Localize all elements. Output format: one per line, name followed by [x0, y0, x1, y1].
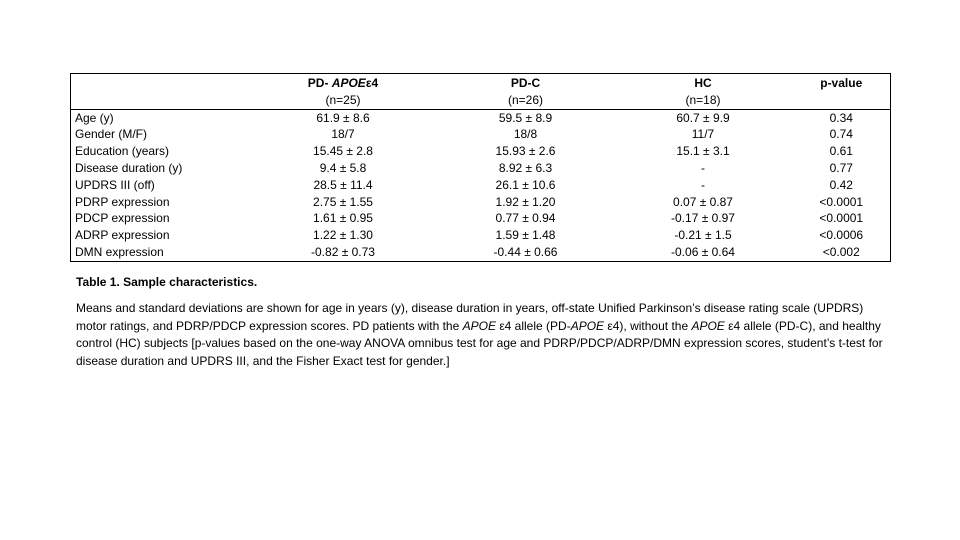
row-label: PDRP expression [75, 194, 170, 209]
header-subrow [71, 92, 891, 109]
row-label: Education (years) [75, 144, 170, 159]
table-row [71, 210, 891, 227]
table-body [71, 109, 891, 261]
cell-p-value: 0.42 [829, 177, 853, 192]
header-p-value: p-value [820, 76, 863, 90]
cell-hc: 15.1 ± 3.1 [676, 144, 730, 159]
cell-pd-apoe4: 9.4 ± 5.8 [319, 160, 367, 175]
table-row [71, 227, 891, 244]
table-row [71, 177, 891, 194]
table-row [71, 194, 891, 211]
row-label: Gender (M/F) [75, 127, 148, 142]
sample-characteristics-table [70, 73, 891, 262]
cell-hc: -0.21 ± 1.5 [674, 228, 732, 243]
table-caption [76, 274, 888, 371]
cell-pd-apoe4: 61.9 ± 8.6 [316, 110, 370, 125]
cell-hc: - [701, 160, 705, 175]
subhead-hc-n: (n=18) [614, 92, 789, 109]
table-row [71, 126, 891, 143]
cell-pd-apoe4: 28.5 ± 11.4 [313, 177, 373, 192]
caption-text: ε4 allele (PD-C), and healthy control (HC) subjects [p-values based on the one-way ANOVA omnibus test for age and PDRP/PDCP/ADRP/DMN expression scores, student’s t-test for disease duration and UPDRS III, and the Fisher Exact test for gender.] [76, 318, 883, 369]
caption-body [76, 300, 888, 371]
header-row [71, 74, 891, 92]
cell-p-value: <0.002 [822, 244, 860, 259]
row-label: PDCP expression [75, 211, 170, 226]
caption-text: Means and standard deviations are shown for age in years (y), disease duration in years, off-state Unified Parkinson’s disease rating scale (UPDRS) motor ratings, and PDRP/PDCP expression scores. PD patients with the [76, 300, 864, 333]
caption-gene-italic: APOE [691, 318, 725, 333]
header-pd-apoe4-gene: APOE [331, 76, 366, 90]
row-label: DMN expression [75, 244, 164, 259]
cell-pd-apoe4: 2.75 ± 1.55 [313, 194, 373, 209]
cell-p-value: 0.77 [829, 160, 853, 175]
row-label: UPDRS III (off) [75, 177, 155, 192]
cell-hc: 11/7 [691, 127, 715, 142]
table-header [71, 74, 891, 110]
cell-p-value: 0.61 [829, 144, 853, 159]
table-row [71, 160, 891, 177]
table-row [71, 109, 891, 126]
cell-pd-apoe4: -0.82 ± 0.73 [311, 244, 375, 259]
cell-pd-c: 8.92 ± 6.3 [498, 160, 553, 175]
cell-p-value: <0.0001 [819, 194, 864, 209]
subhead-pd-apoe4-n: (n=25) [249, 92, 434, 109]
row-label: Age (y) [75, 110, 114, 125]
row-label: ADRP expression [75, 228, 170, 243]
subhead-p-value-empty [789, 92, 891, 109]
cell-pd-c: 1.92 ± 1.20 [495, 194, 556, 209]
cell-pd-c: 15.93 ± 2.6 [495, 144, 556, 159]
header-hc: HC [694, 76, 712, 90]
table-row [71, 244, 891, 261]
header-pd-apoe4-suffix: ε4 [365, 76, 379, 90]
caption-text: ε4 allele (PD- [495, 318, 571, 333]
cell-pd-c: 18/8 [513, 127, 538, 142]
cell-p-value: 0.34 [829, 110, 853, 125]
header-label-empty [71, 74, 249, 92]
header-pd-apoe4 [249, 74, 434, 92]
cell-pd-apoe4: 15.45 ± 2.8 [313, 144, 373, 159]
cell-pd-apoe4: 18/7 [331, 127, 355, 142]
cell-hc: - [701, 177, 705, 192]
cell-p-value: 0.74 [829, 127, 853, 142]
caption-title: Table 1. Sample characteristics. [76, 275, 258, 289]
row-label: Disease duration (y) [75, 160, 183, 175]
subhead-label-empty [71, 92, 249, 109]
cell-hc: 60.7 ± 9.9 [676, 110, 730, 125]
subhead-pd-c-n: (n=26) [434, 92, 614, 109]
cell-p-value: <0.0006 [819, 228, 864, 243]
header-pd-apoe4-prefix: PD- [307, 76, 332, 90]
table-row [71, 143, 891, 160]
cell-pd-apoe4: 1.61 ± 0.95 [313, 211, 373, 226]
caption-gene-italic: APOE [570, 318, 605, 333]
header-pd-c: PD-C [510, 76, 541, 90]
cell-pd-apoe4: 1.22 ± 1.30 [313, 228, 373, 243]
cell-pd-c: 26.1 ± 10.6 [495, 177, 556, 192]
caption-text: ε4), without the [604, 318, 692, 333]
cell-pd-c: 1.59 ± 1.48 [495, 228, 556, 243]
cell-hc: -0.06 ± 0.64 [671, 244, 735, 259]
cell-hc: -0.17 ± 0.97 [671, 211, 735, 226]
cell-pd-c: -0.44 ± 0.66 [493, 244, 558, 259]
cell-hc: 0.07 ± 0.87 [673, 194, 733, 209]
sample-characteristics-table-wrapper [70, 73, 890, 262]
cell-pd-c: 59.5 ± 8.9 [498, 110, 553, 125]
caption-gene-italic: APOE [462, 318, 496, 333]
cell-pd-c: 0.77 ± 0.94 [495, 211, 556, 226]
cell-p-value: <0.0001 [819, 211, 864, 226]
